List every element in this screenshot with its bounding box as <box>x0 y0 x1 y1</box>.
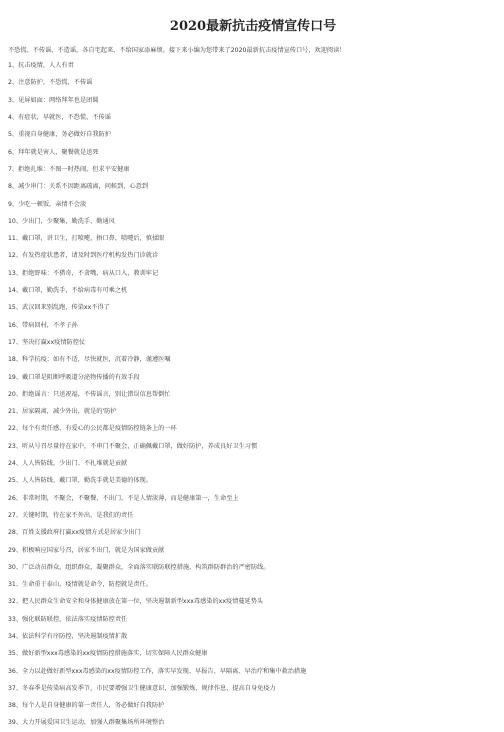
slogan-item: 36、全力以赴做好新型xxx毒感染的xx疫情防控工作，落实早发现、早报告、早隔离、早治疗和集中救治措施 <box>8 667 307 675</box>
slogan-item: 12、有发热症状患者，请及时到医疗机构发热门诊就诊 <box>8 252 159 260</box>
slogan-item: 31、生命重于泰山，疫情就是命令，防控就是责任。 <box>8 581 152 589</box>
slogan-list <box>8 57 498 732</box>
slogan-item: 29、积极响应国家号召，居家不出门，就是为国家做贡献 <box>8 546 165 554</box>
slogan-item: 28、百姓支援政府打赢xx疫情方式是居家少出门 <box>8 529 141 537</box>
slogan-item: 18、科学抗疫：如有不适，尽快就医，沉着冷静，谨遵医嘱 <box>8 356 171 364</box>
slogan-item: 34、依法科学有序防控，坚决遏制疫情扩散 <box>8 632 128 640</box>
slogan-item: 4、有症状，早就医，不恐慌，不传谣 <box>8 114 111 122</box>
slogan-item: 5、重视自身健康，务必做好自我防护 <box>8 131 111 139</box>
slogan-item: 26、非常时期，不聚会，不聚餐，不出门，不是人情淡薄，而是健康第一，生命至上 <box>8 494 239 502</box>
intro-paragraph: 不恐慌、不传谣、不造谣，各自宅起来，不给国家添麻烦。接下来小编为您带来了2020最新抗击疫情宣传口号，欢迎阅读！ <box>8 47 346 54</box>
slogan-item: 11、戴口罩，讲卫生，打喷嚏，捂口鼻，喷嚏后，慎揉眼 <box>8 235 165 243</box>
slogan-item: 23、听从号召尽量待在家中，不串门不聚会，正确佩戴口罩，做好防护，养成良好卫生习惯 <box>8 442 258 450</box>
slogan-item: 20、拒绝谣言：只送祝福，不传谣言，别让错误信息帮倒忙 <box>8 390 171 398</box>
slogan-item: 6、拜年就是害人，聚餐就是送死 <box>8 148 99 156</box>
slogan-item: 38、每个人是自身健康的第一责任人，务必做好自我防护 <box>8 702 165 710</box>
slogan-item: 21、居家隔离，减少外出，就是的'防护 <box>8 408 117 416</box>
slogan-item: 2、注意防护，不恐慌，不传谣 <box>8 79 93 87</box>
slogan-item: 35、做好新型xxx毒感染的xx疫情防控措施落实，切实保障人民群众健康 <box>8 650 208 658</box>
slogan-item: 13、拒绝野味：不猎奇，不贪嘴，病从口入，教训牢记 <box>8 269 159 277</box>
slogan-item: 19、戴口罩是阻断呼吸道分泌物传播的有效手段 <box>8 373 140 381</box>
slogan-item: 10、少出门，少聚集，勤洗手，勤通风 <box>8 217 115 225</box>
slogan-item: 14、戴口罩，勤洗手，不给病毒有可乘之机 <box>8 287 128 295</box>
slogan-item: 24、人人皆防线，少出门、不扎堆就是贡献 <box>8 460 128 468</box>
page-title: 2020最新抗击疫情宣传口号 <box>169 19 337 34</box>
slogan-item: 16、带病回村，不孝子孙 <box>8 321 78 329</box>
slogan-item: 32、把人民群众生命安全和身体健康放在第一位，坚决遏制新型xxx毒感染的xx疫情蔓延势头 <box>8 598 264 606</box>
slogan-item: 33、强化联防联控，依法落实疫情防控责任 <box>8 615 128 623</box>
slogan-item: 15、武汉回来别乱跑，传染xx不得了 <box>8 304 110 312</box>
slogan-item: 39、大力开展爱国卫生运动，加强人群聚集场所环境整治 <box>8 719 165 727</box>
slogan-item: 9、少吃一顿饭，亲情不会淡 <box>8 200 87 208</box>
slogan-item: 30、广泛动员群众，组织群众，凝聚群众，全面落实联防联控措施，构筑群防群治的严密防线。 <box>8 563 270 571</box>
slogan-item: 3、见屏如面：网络拜年也是团圆 <box>8 96 99 104</box>
slogan-item: 8、减少串门：关系不因距离疏离，问候到，心意到 <box>8 183 149 191</box>
slogan-item: 17、坚决打赢xx疫情防控仗 <box>8 338 86 346</box>
slogan-item: 22、每个有责任感、有爱心的公民都是疫情防控链条上的一环 <box>8 425 177 433</box>
slogan-item: 27、关键时期，待在家不外出，是我们的责任 <box>8 511 134 519</box>
slogan-item: 7、拒绝扎堆：不图一时热闹，但求平安健康 <box>8 165 130 173</box>
slogan-item: 25、人人皆防线，戴口罩，勤洗手就是美德的体现。 <box>8 477 152 485</box>
slogan-item: 37、冬春季是传染病高发季节，市民要增强卫生健康意识，加强锻炼，规律作息，提高自身免疫力 <box>8 684 276 692</box>
slogan-item: 1、抗击疫情，人人有责 <box>8 62 74 70</box>
